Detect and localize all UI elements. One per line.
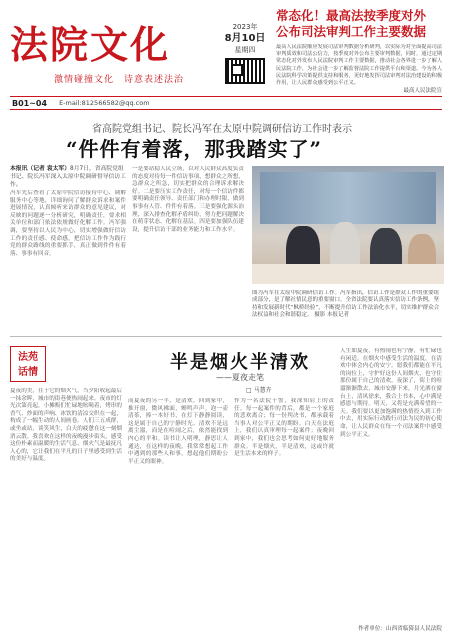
column-tag xyxy=(10,346,46,382)
issue-year: 2023年 xyxy=(232,23,258,31)
contact-email: E-mail:812566582@qq.com xyxy=(59,99,150,107)
headline-title-line1: 常态化！最高法按季度对外 xyxy=(276,8,427,23)
photo-backdrop-screen xyxy=(260,172,436,224)
masthead xyxy=(0,0,450,96)
photo-desk xyxy=(252,264,444,284)
masthead-tagline: 激情碰撞文化 诗意表述法治 xyxy=(54,75,185,85)
lead-kicker: 省高院党组书记、院长冯军在太原中院调研信访工作时表示 xyxy=(92,124,352,135)
lead-photo xyxy=(252,166,444,284)
section-divider xyxy=(10,336,442,337)
headline-box xyxy=(276,8,444,94)
issue-date xyxy=(223,22,267,55)
feature-headline: 半是烟火半清欢 xyxy=(170,352,310,373)
headline-title-line2: 公布司法审判工作主要数据 xyxy=(276,24,427,39)
feature-column-3: 作为一名法院干警，我深知肩上的责任。每一起案件的背后，都是一个家庭的悲欢离合；每一份判决书，都承载着当事人对公平正义的期盼。白天在法庭上，我们认真审理每一起案件；夜晚回到家中，我们也会思考如何更好地服务群众。半是烟火，半是清欢，这或许就是生活本来的样子。 xyxy=(234,398,334,458)
issue-weekday: 星期四 xyxy=(234,46,256,54)
feature-column-1: 夏夜的美，在于它的烟火气。当夕阳收起最后一抹余晖，城市的街巷便热闹起来。夜市的灯光次第亮起，小摊贩们忙碌地吆喝着，烤串的香气、炒面的声响、冰饮的清凉交织在一起，构成了一幅生动的人间画卷。人们三五成群，或坐或站，谈笑风生，白天的疲惫在这一刻烟消云散。我喜欢在这样的夜晚漫步街头，感受这份朴素而温暖的生活气息。烟火气是最抚凡人心的，它让我们在平凡的日子里感受到生活的美好与温度。 xyxy=(10,388,122,463)
lead-column-2: 一是要站稳人民立场，以对人民群众高度负责的态度对待每一件信访事项，想群众之所想，急群众之所急，切实把群众的合理诉求解决好。二是要压实工作责任，对每一个信访件都要明确责任领导、责任部门和办理时限，做到事事有人管、件件有着落。三是要强化源头治理，深入排查化解矛盾纠纷，努力把问题解决在萌芽状态、化解在基层。四是要加强队伍建设，提升信访干部的业务能力和工作水平。 xyxy=(132,166,244,233)
byline-reporter: 本报讯（记者 袁太军） xyxy=(10,166,70,172)
feature-column-4: 人生如夏夜，有热闹也有宁静，有忙碌也有闲适。在烟火中感受生活的温度，在清欢中体会内心的安宁。愿我们都能在平凡的岗位上，守护好这份人间烟火，也守住那份属于自己的清欢。夜深了，街上的喧嚣渐渐散去，城市安静下来，月光洒在窗台上，清风徐来，我合上书本，心中满是感恩与期待。明天，又将是充满希望的一天。我们要以更加饱满的热情投入到工作中去，用实际行动践行司法为民的初心使命，让人民群众在每一个司法案件中感受到公平正义。 xyxy=(340,348,442,438)
feature-author: □ 马慧卉 xyxy=(246,387,272,394)
page-info-bar xyxy=(10,96,442,110)
column-tag-line2: 话情 xyxy=(18,367,38,378)
lead-headline: “件件有着落，那我踏实了” xyxy=(66,137,323,161)
caption-text: 图为冯军在太原中院调研信访工作。冯军指出，信访工作是群众工作的重要组成部分，是了解社情民意的重要窗口。全省法院要认真落实信访工作条例，坚持和发展新时代“枫桥经验”，不断提升信访工作法治化水平，切实维护群众合法权益和社会和谐稳定。 xyxy=(252,290,440,319)
headline-credit: 最高人民法院宣 xyxy=(403,88,442,94)
author-unit: 作者单位：山西省临猗县人民法院 xyxy=(358,626,442,632)
page-number: B01~04 xyxy=(12,98,48,108)
column-tag-line1: 法苑 xyxy=(18,352,38,363)
lead-photo-caption xyxy=(252,290,444,332)
feature-column-2: 而夏夜的另一半，是清欢。回到家中，推开窗，微风拂面，蝉鸣声声。泡一壶清茶，捧一本好书，在灯下静静阅读，这是属于自己的宁静时光。清欢不是远离尘嚣，而是在喧闹之后，依然能找到内心的平和。读书让人明理，静思让人通达，在这样的夜晚，我常常想起工作中遇到的那些人和事，想起他们期盼公平正义的眼神。 xyxy=(128,398,228,465)
newspaper-logo: 法院文化 xyxy=(10,22,171,67)
photo-credit: 摄影 本报记者 xyxy=(314,312,350,319)
issue-month-day: 8月10日 xyxy=(224,33,266,44)
lead-byline xyxy=(10,166,126,189)
feature-subtitle: ——夏夜走笔 xyxy=(216,373,264,382)
lead-column-1: 冯军先后查看了太原中院信访接待中心、调解服务中心等地，详细询问了解群众诉求和案件进展情况，认真倾听来访群众的意见建议，对反映的问题逐一分析研究，明确责任，要求相关单位和部门依法依规做好化解工作。冯军强调，要坚持以人民为中心，切实增强做好信访工作的责任感、使命感，把信访工作作为践行党的群众路线的重要抓手，真正做到件件有着落、事事有回音。 xyxy=(10,190,126,257)
qr-code-icon xyxy=(225,58,265,84)
byline-text: 8月7日，省高院党组书记、院长冯军深入太原中院调研督导信访工作。 xyxy=(10,166,126,188)
headline-body: 最高人民法院顺应发展司法审判数据分析研判，以实际为对全面提高司法审判质效和司法公信力，按季度对外公布主要审判数据，同时，通过定期常态化对外发布人民法院审判工作主要数据，推动社会各界进一步了解人民法院工作，为社会进一步了解监督法院工作提供平台和渠道。今为各人民法院科学决策提供支持和服务，更好地发挥司法审判对法治建设的积极作用，让人民群众感受到公平正义。 xyxy=(276,44,443,87)
